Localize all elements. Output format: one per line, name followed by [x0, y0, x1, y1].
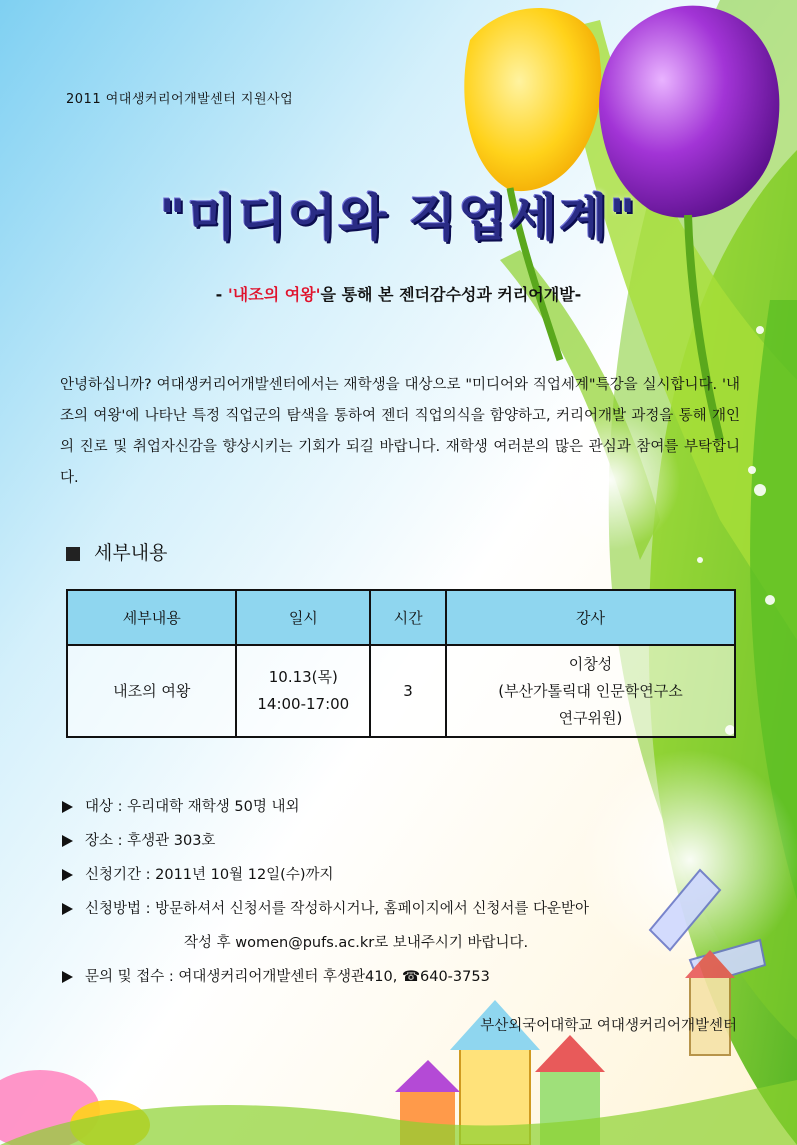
- intro-paragraph: 안녕하십니까? 여대생커리어개발센터에서는 재학생을 대상으로 "미디어와 직업세계"특강을 실시합니다. '내조의 여왕'에 나타난 특정 직업군의 탐색을 통하여 젠더 직업의식을 함양하고, 커리어개발 과정을 통해 개인의 진로 및 취업자신감을 향상시키는 기회가 되길 바랍니다. 재학생 여러분의 많은 관심과 참여를 부탁합니다.: [60, 377, 740, 486]
- section-heading: [66, 538, 167, 565]
- list-item: [62, 960, 589, 994]
- subtitle-rest: 을 통해 본 젠더감수성과 커리어개발-: [320, 285, 582, 304]
- cell-datetime: [236, 645, 370, 737]
- square-bullet-icon: [66, 547, 80, 561]
- cell-lecturer: [446, 645, 735, 737]
- cell-hours: 3: [370, 645, 446, 737]
- table-row: [67, 645, 735, 737]
- cell-time-range: 14:00-17:00: [257, 695, 350, 713]
- table-header-row: [67, 590, 735, 645]
- info-target: 대상 : 우리대학 재학생 50명 내외: [85, 799, 300, 815]
- subtitle-prefix: -: [215, 285, 228, 304]
- lecturer-name: 이창성: [568, 654, 613, 673]
- list-item: [62, 790, 589, 824]
- info-contact: 문의 및 접수 : 여대생커리어개발센터 후생관410, ☎640-3753: [85, 969, 490, 985]
- info-place: 장소 : 후생관 303호: [85, 833, 216, 849]
- triangle-bullet-icon: [62, 835, 73, 847]
- info-list: [62, 790, 589, 994]
- subtitle: [0, 282, 797, 305]
- page-title: "미디어와 직업세계": [159, 189, 638, 247]
- triangle-bullet-icon: [62, 869, 73, 881]
- list-item: [62, 858, 589, 892]
- info-method: 신청방법 : 방문하셔서 신청서를 작성하시거나, 홈페이지에서 신청서를 다운받아: [85, 901, 589, 917]
- list-item: [62, 892, 589, 926]
- lecturer-org: (부산가톨릭대 인문학연구소: [498, 681, 683, 700]
- footer-organization: 부산외국어대학교 여대생커리어개발센터: [480, 1018, 737, 1034]
- triangle-bullet-icon: [62, 971, 73, 983]
- col-header-content: 세부내용: [67, 590, 236, 645]
- cell-date: 10.13(목): [268, 668, 338, 686]
- col-header-date: 일시: [236, 590, 370, 645]
- info-period: 신청기간 : 2011년 10월 12일(수)까지: [85, 867, 334, 883]
- lecturer-title: 연구위원): [558, 708, 623, 727]
- section-title: 세부내용: [94, 542, 168, 564]
- info-method-cont: 작성 후 women@pufs.ac.kr로 보내주시기 바랍니다.: [184, 935, 529, 951]
- subtitle-highlight: '내조의 여왕': [227, 285, 321, 304]
- col-header-hours: 시간: [370, 590, 446, 645]
- header-supertitle: 2011 여대생커리어개발센터 지원사업: [66, 92, 294, 107]
- list-item-continuation: [62, 926, 589, 960]
- triangle-bullet-icon: [62, 801, 73, 813]
- col-header-lecturer: 강사: [446, 590, 735, 645]
- list-item: [62, 824, 589, 858]
- schedule-table: [66, 589, 736, 738]
- triangle-bullet-icon: [62, 903, 73, 915]
- cell-content: 내조의 여왕: [67, 645, 236, 737]
